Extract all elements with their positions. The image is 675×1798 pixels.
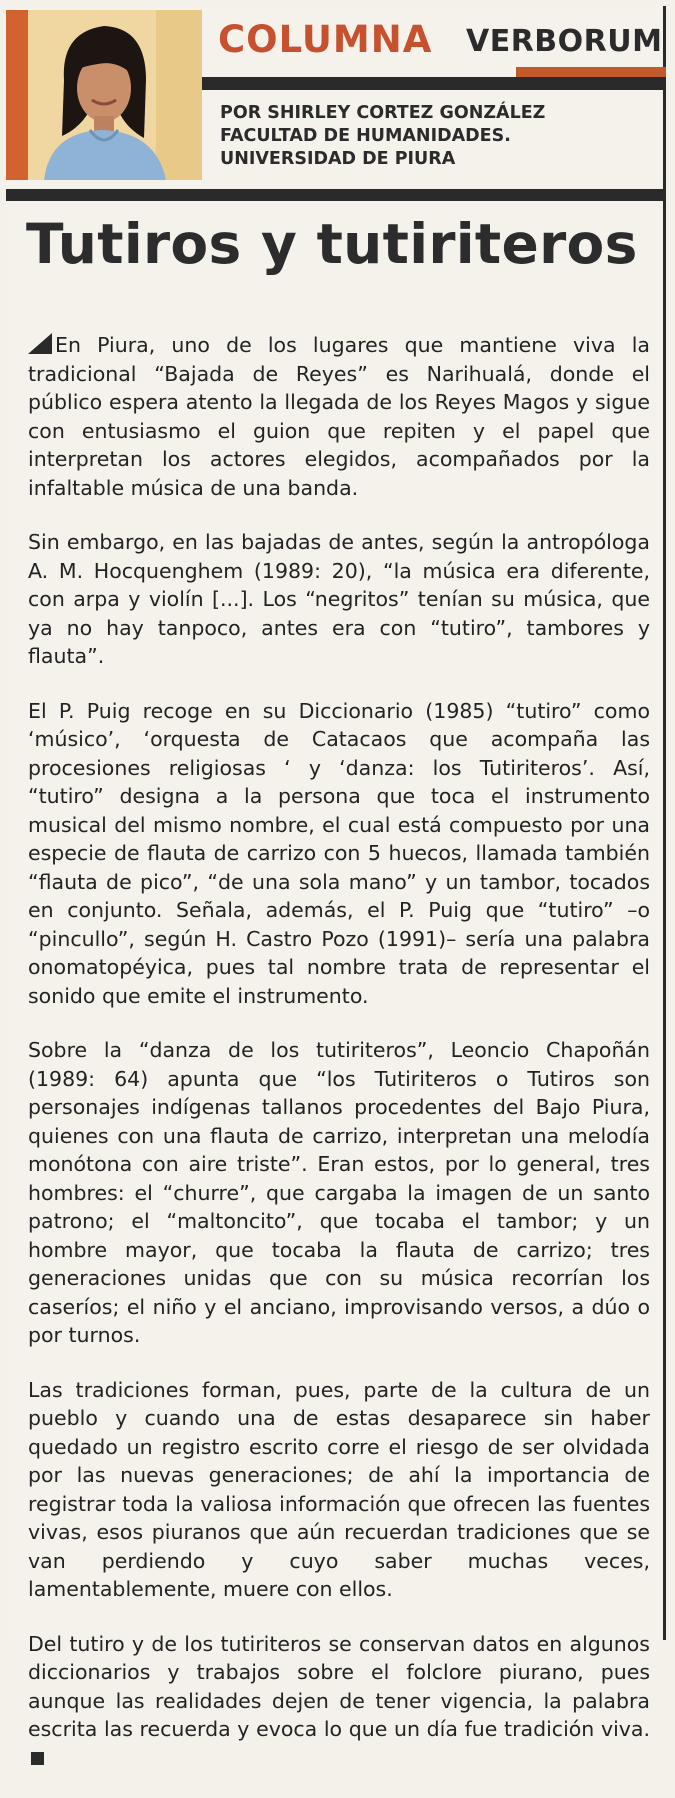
column-name: VERBORUM: [466, 24, 663, 59]
newspaper-column: [6, 6, 666, 1741]
accent-bar: [516, 67, 666, 77]
section-rule: [6, 189, 666, 201]
paragraph: Sin embargo, en las bajadas de antes, según la antropóloga A. M. Hocquenghem (1989: 20), “la música era diferente, con arpa y violín [...]. Los “negritos” tenían su música, que ya no hay tanpoco, antes era con “tutiro”, tambores y flauta”.: [28, 530, 650, 668]
paragraph: [28, 331, 650, 502]
article-body: [28, 331, 650, 1798]
triangle-marker-icon: [28, 333, 52, 354]
byline: [220, 102, 660, 171]
column-label: COLUMNA: [218, 18, 433, 61]
paragraph: Sobre la “danza de los tutiriteros”, Leoncio Chapoñán (1989: 64) apunta que “los Tutiriteros o Tutiros son personajes indígenas tallanos procedentes del Bajo Piura, quienes con una flauta de carrizo, interpretan una melodía monótona con aire triste”. Eran estos, por lo general, tres hombres: el “churre”, que cargaba la imagen de un santo patrono; el “maltoncito”, que tocaba el tambor; y un hombre mayor, que tocaba la flauta de carrizo; tres generaciones unidas que con su música recorrían los caseríos; el niño y el anciano, improvisando versos, a dúo o por turnos.: [28, 1038, 650, 1347]
column-header: [6, 6, 666, 191]
paragraph: El P. Puig recoge en su Diccionario (1985) “tutiro” como ‘músico’, ‘orquesta de Catacaos que acompaña las procesiones religiosas ‘ y ‘danza: los Tutiriteros’. Así, “tutiro” designa a la persona que toca el instrumento musical del mismo nombre, el cual está compuesto por una especie de flauta de carrizo con 5 huecos, llamada también “flauta de pico”, “de una sola mano” y un tambor, tocados en conjunto. Señala, además, el P. Puig que “tutiro” –o “pincullo”, según H. Castro Pozo (1991)– sería una palabra onomatopéyica, pues tal nombre trata de representar el sonido que emite el instrumento.: [28, 698, 650, 1008]
author-photo: [6, 10, 202, 180]
article-title: Tutiros y tutiriteros: [26, 212, 638, 276]
byline-university: UNIVERSIDAD DE PIURA: [220, 149, 456, 169]
paragraph: [28, 1630, 650, 1773]
paragraph-text: Del tutiro y de los tutiriteros se conservan datos en algunos diccionarios y trabajos sobre el folclore piurano, pues aunque las realidades dejen de tener vigencia, la palabra escrita las recuerda y evoca lo que un día fue tradición viva.: [28, 1631, 650, 1741]
byline-author: POR SHIRLEY CORTEZ GONZÁLEZ: [220, 103, 546, 123]
byline-faculty: FACULTAD DE HUMANIDADES.: [220, 126, 511, 146]
end-mark-icon: [31, 1752, 44, 1765]
header-rule: [202, 77, 666, 90]
paragraph-text: En Piura, uno de los lugares que mantiene viva la tradicional “Bajada de Reyes” es Narihualá, donde el público espera atento la llegada de los Reyes Magos y sigue con entusiasmo el guion que repiten y el papel que interpretan los actores elegidos, acompañados por la infaltable música de una banda.: [28, 333, 650, 500]
paragraph: Las tradiciones forman, pues, parte de la cultura de un pueblo y cuando una de estas desaparece sin haber quedado un registro escrito corre el riesgo de ser olvidada por las nuevas generaciones; de ahí la importancia de registrar toda la valiosa información que ofrecen las fuentes vivas, esos piuranos que aún recuerdan tradiciones que se van perdiendo y cuyo saber muchas veces, lamentablemente, muere con ellos.: [28, 1377, 650, 1601]
